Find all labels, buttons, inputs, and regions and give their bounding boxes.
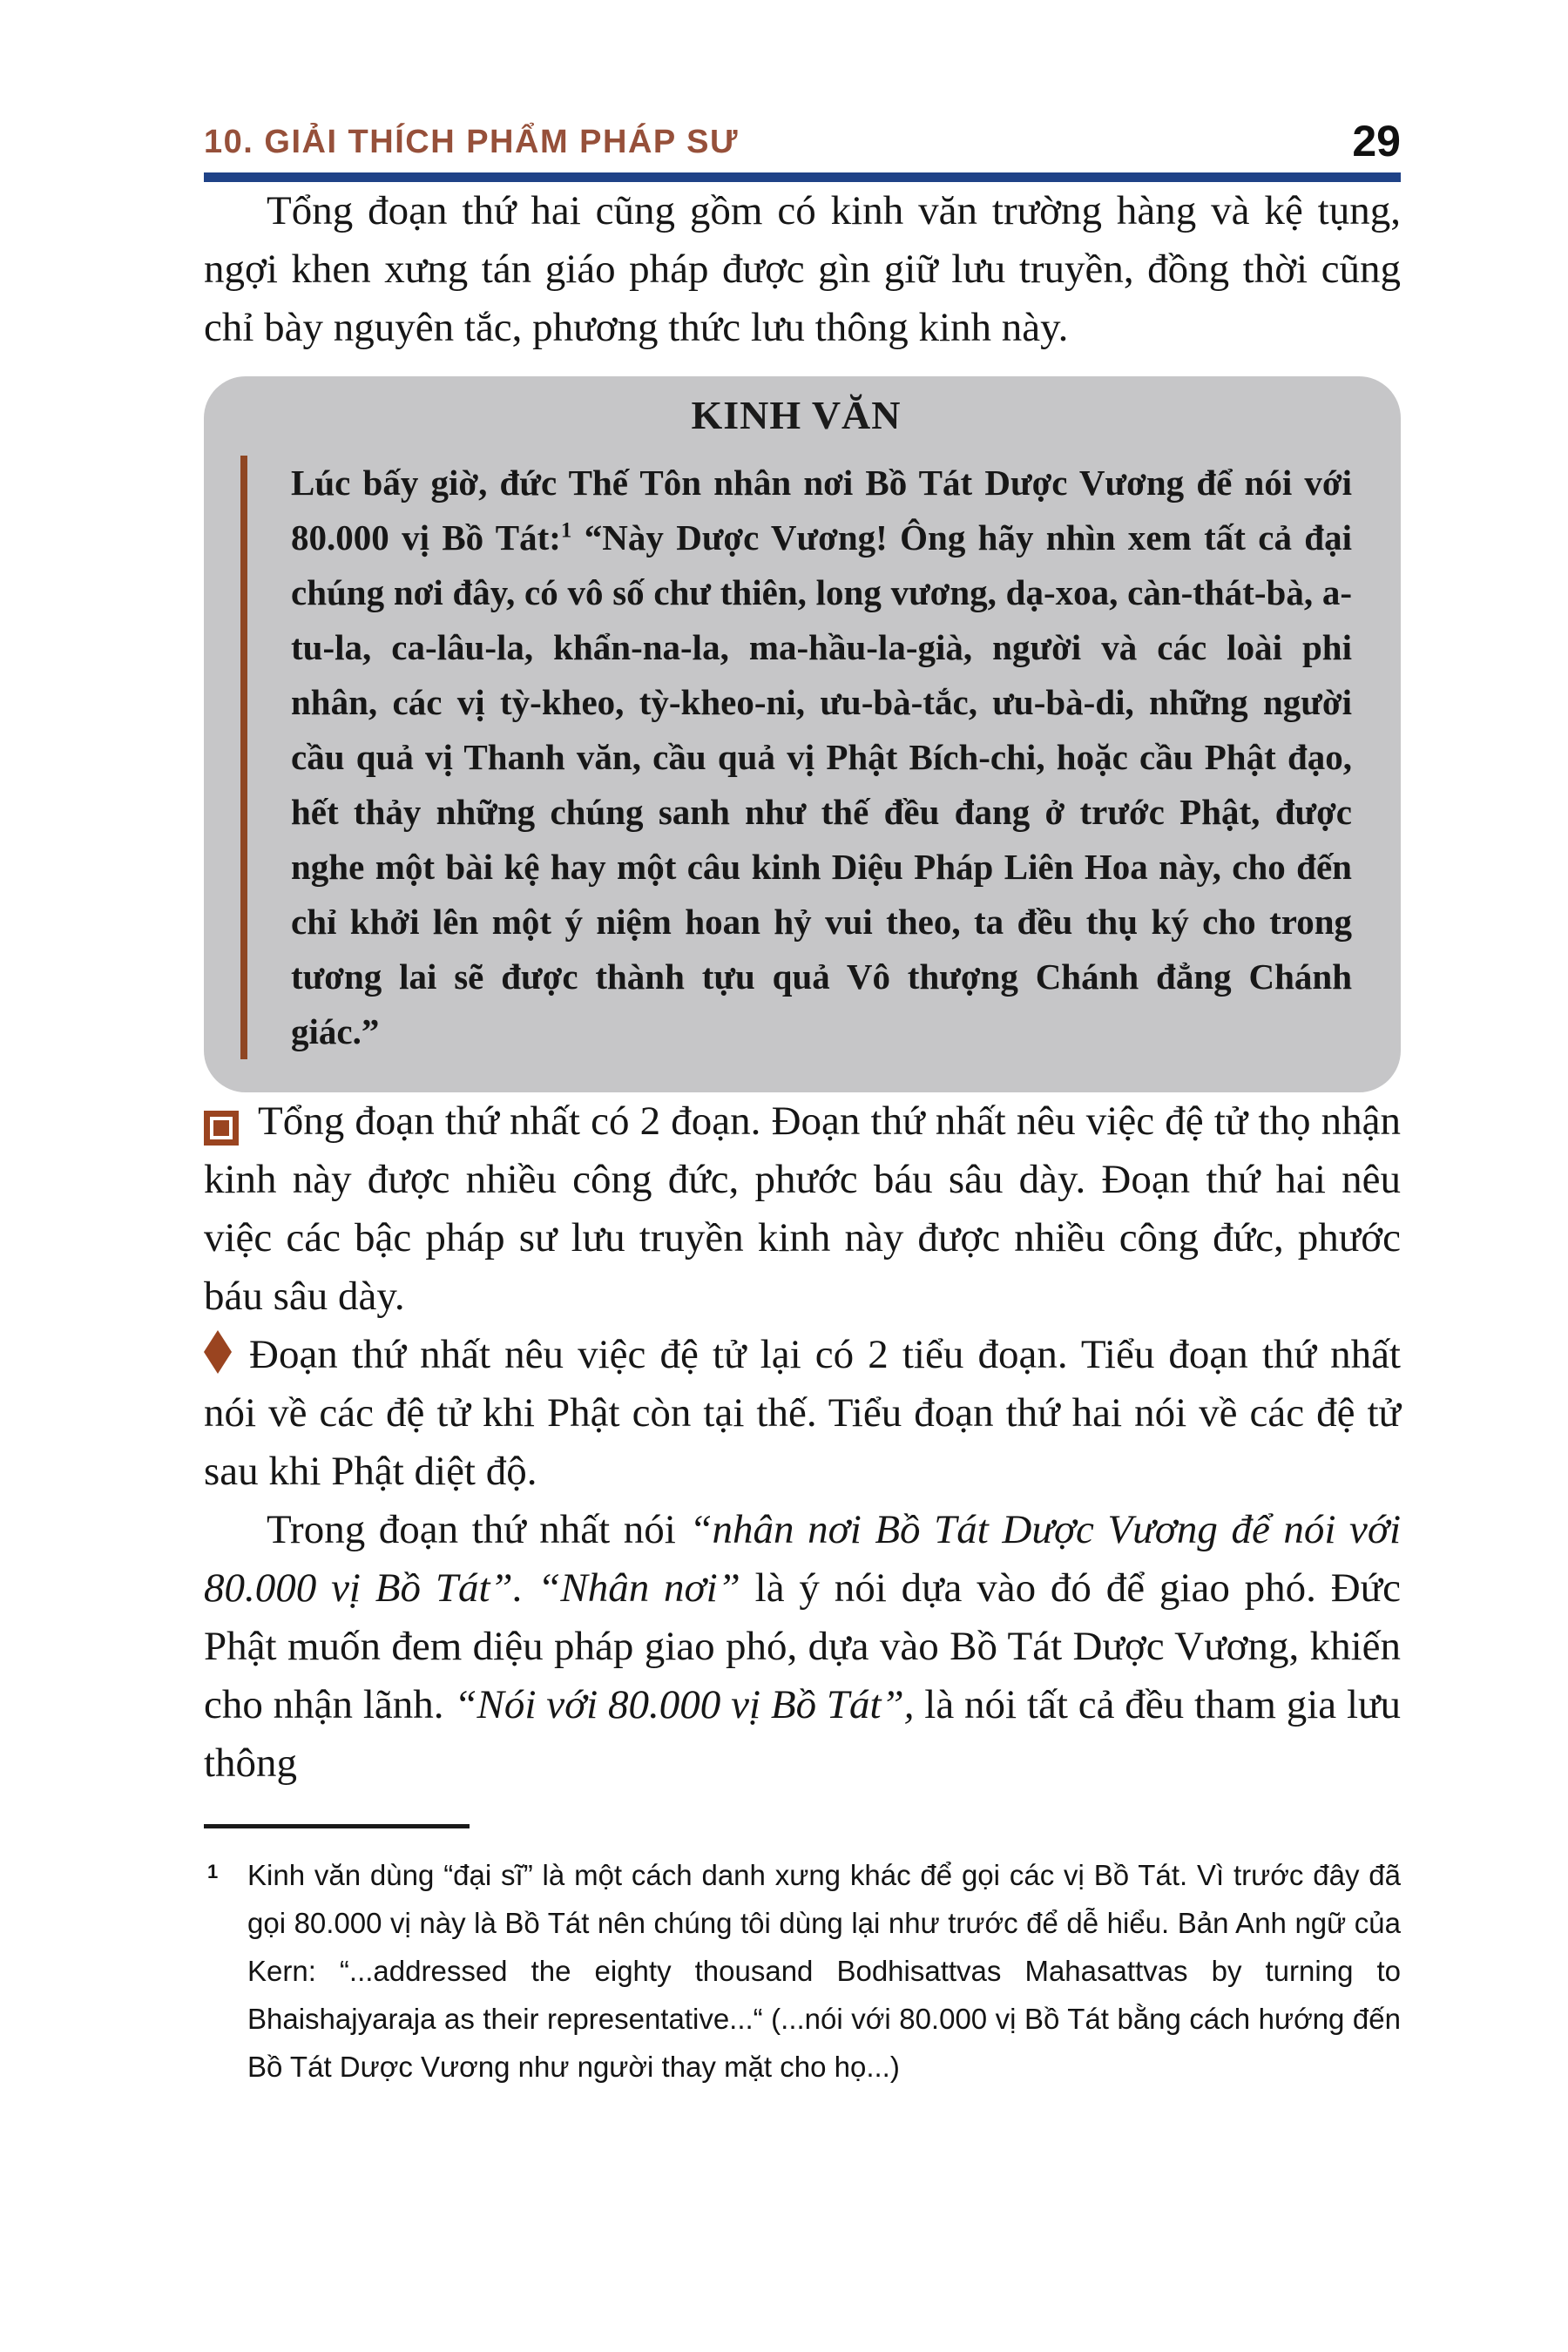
page-number: 29 bbox=[1352, 117, 1401, 166]
commentary-square-text: Tổng đoạn thứ nhất có 2 đoạn. Đoạn thứ nhất nêu việc đệ tử thọ nhận kinh này được nhiều công đức, phước báu sâu dày. Đoạn thứ hai nêu việc các bậc pháp sư lưu truyền kinh này được nhiều công đức, phước báu sâu dày. bbox=[204, 1098, 1401, 1319]
square-bullet-inner bbox=[213, 1120, 229, 1136]
discussion-quote2: “Nói với 80.000 vị Bồ Tát”, bbox=[454, 1682, 915, 1727]
kinh-van-title: KINH VĂN bbox=[691, 393, 902, 437]
page-header bbox=[204, 117, 1401, 166]
discussion-paragraph bbox=[204, 1501, 1401, 1793]
footnote-separator bbox=[204, 1824, 470, 1828]
header-rule bbox=[204, 172, 1401, 182]
diamond-bullet-icon bbox=[204, 1330, 232, 1374]
kinh-van-box bbox=[204, 376, 1401, 1092]
footnote-text: Kinh văn dùng “đại sĩ” là một cách danh xưng khác để gọi các vị Bồ Tát. Vì trước đây đã gọi 80.000 vị này là Bồ Tát nên chúng tôi dùng lại như trước để dễ hiểu. Bản Anh ngữ của Kern: “...addressed the eighty thousand Bodhisattvas Mahasattvas by turning to Bhaishajyaraja as their representative...“ (...nói với 80.000 vị Bồ Tát bằng cách hướng đến Bồ Tát Dược Vương như người thay mặt cho họ...) bbox=[247, 1859, 1401, 2083]
footnote-marker: 1 bbox=[207, 1861, 219, 1882]
commentary-paragraph-diamond bbox=[204, 1326, 1401, 1501]
sutra-quote bbox=[240, 456, 1352, 1059]
footnote bbox=[204, 1851, 1401, 2091]
commentary-diamond-text: Đoạn thứ nhất nêu việc đệ tử lại có 2 tiểu đoạn. Tiểu đoạn thứ nhất nói về các đệ tử khi Phật còn tại thế. Tiểu đoạn thứ hai nói về các đệ tử sau khi Phật diệt độ. bbox=[204, 1332, 1401, 1494]
running-head: 10. GIẢI THÍCH PHẨM PHÁP SƯ bbox=[204, 124, 739, 161]
discussion-seg1: Trong đoạn thứ nhất nói bbox=[267, 1507, 690, 1552]
discussion-quote1: “nhân nơi Bồ Tát Dược Vương để nói với 80.000 vị Bồ Tát”. “Nhân nơi” bbox=[204, 1507, 1402, 1611]
intro-paragraph: Tổng đoạn thứ hai cũng gồm có kinh văn trường hàng và kệ tụng, ngợi khen xưng tán giáo pháp được gìn giữ lưu truyền, đồng thời cũng chỉ bày nguyên tắc, phương thức lưu thông kinh này. bbox=[204, 188, 1401, 350]
sutra-quote-text-after: “Này Dược Vương! Ông hãy nhìn xem tất cả đại chúng nơi đây, có vô số chư thiên, long vương, dạ-xoa, càn-thát-bà, a-tu-la, ca-lâu-la, khẩn-na-la, ma-hầu-la-già, người và các loài phi nhân, các vị tỳ-kheo, tỳ-kheo-ni, ưu-bà-tắc, ưu-bà-di, những người cầu quả vị Thanh văn, cầu quả vị Phật Bích-chi, hoặc cầu Phật đạo, hết thảy những chúng sanh như thế đều đang ở trước Phật, được nghe một bài kệ hay một câu kinh Diệu Pháp Liên Hoa này, cho đến chỉ khởi lên một ý niệm hoan hỷ vui theo, ta đều thụ ký cho trong tương lai sẽ được thành tựu quả Vô thượng Chánh đẳng Chánh giác.” bbox=[291, 517, 1352, 1051]
discussion-seg5: là nói tất cả đều tham gia lưu thông bbox=[204, 1682, 1402, 1786]
footnote-reference: 1 bbox=[560, 518, 572, 543]
commentary-paragraph-square bbox=[204, 1092, 1401, 1326]
square-bullet-icon bbox=[204, 1111, 239, 1146]
discussion-seg3: là ý nói dựa vào đó để giao phó. Đức Phật muốn đem diệu pháp giao phó, dựa vào Bồ Tát Dược Vương, khiến cho nhận lãnh. bbox=[204, 1565, 1401, 1727]
sutra-quote-text-before: Lúc bấy giờ, đức Thế Tôn nhân nơi Bồ Tát Dược Vương để nói với 80.000 vị Bồ Tát: bbox=[291, 463, 1352, 558]
